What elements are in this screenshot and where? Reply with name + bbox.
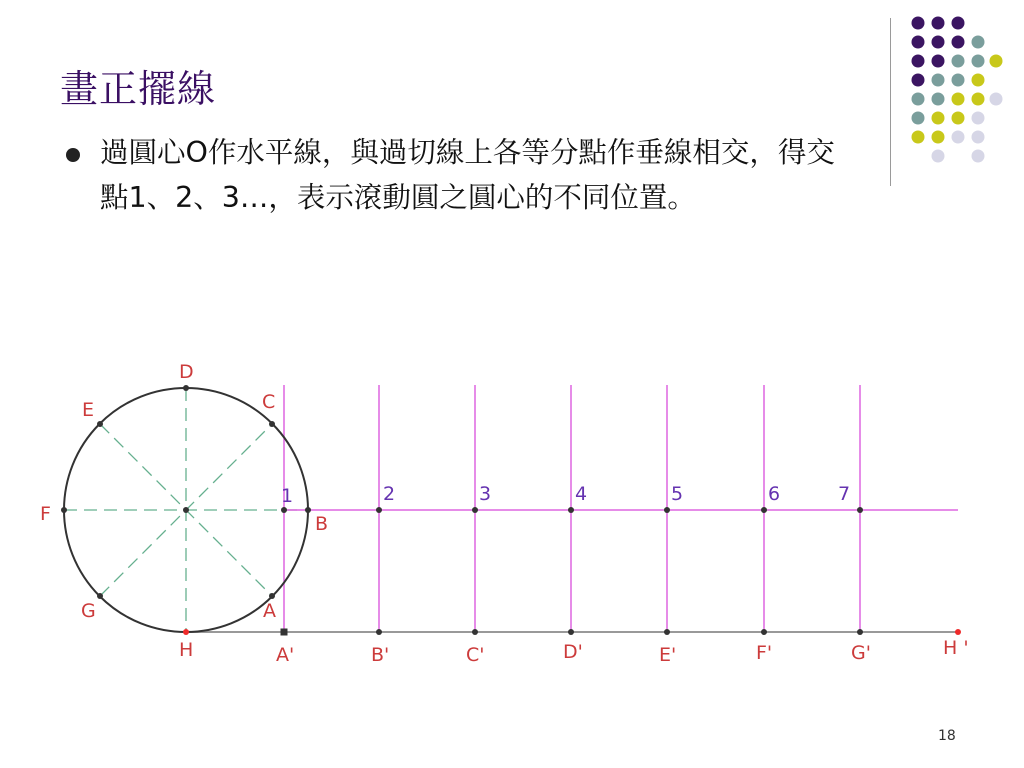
dot-yellow	[990, 55, 1003, 68]
point-a	[269, 593, 275, 599]
dot-lavender	[952, 131, 965, 144]
label-d-prime: D'	[563, 641, 583, 663]
label-position-2: 2	[383, 483, 396, 505]
label-e: E	[82, 399, 95, 421]
label-f-prime: F'	[756, 642, 773, 664]
dot-grid-dots	[912, 17, 1003, 163]
dot-purple	[932, 17, 945, 30]
tangent-point-h-prime	[955, 629, 961, 635]
label-b-prime: B'	[371, 644, 390, 666]
dot-lavender	[972, 131, 985, 144]
bullet-dot	[66, 148, 80, 162]
dot-purple	[912, 36, 925, 49]
bullet-text: 過圓心O作水平線，與過切線上各等分點作垂線相交，得交點1、2、3…，表示滾動圓之圓心的不同位置。	[100, 136, 835, 214]
dot-purple	[912, 55, 925, 68]
dot-yellow	[972, 93, 985, 106]
point-c	[269, 421, 275, 427]
slide-title: 畫正擺線	[60, 67, 217, 111]
label-d: D	[179, 361, 194, 383]
dot-purple	[952, 17, 965, 30]
label-h-prime: H '	[943, 637, 969, 659]
point-e	[97, 421, 103, 427]
dot-lavender	[932, 150, 945, 163]
dot-lavender	[972, 150, 985, 163]
dot-yellow	[952, 112, 965, 125]
tangent-point-b-prime	[376, 629, 382, 635]
center-position-7	[857, 507, 863, 513]
tangent-point-d-prime	[568, 629, 574, 635]
point-f	[61, 507, 67, 513]
page-number: 18	[938, 728, 956, 744]
label-position-7: 7	[838, 483, 851, 505]
dot-purple	[912, 74, 925, 87]
dot-purple	[912, 17, 925, 30]
label-c-prime: C'	[466, 644, 485, 666]
tangent-point-c-prime	[472, 629, 478, 635]
label-e-prime: E'	[659, 644, 677, 666]
dot-teal	[912, 93, 925, 106]
magenta-construction-lines	[282, 385, 958, 632]
label-g: G	[81, 600, 96, 622]
label-b: B	[315, 513, 329, 535]
cycloid-construction-diagram	[0, 340, 1024, 670]
dot-teal	[932, 93, 945, 106]
label-position-5: 5	[671, 483, 684, 505]
center-position-3	[472, 507, 478, 513]
center-position-4	[568, 507, 574, 513]
dot-teal	[972, 55, 985, 68]
tangent-point-labels	[276, 637, 969, 666]
dot-yellow	[912, 131, 925, 144]
tangent-point-g-prime	[857, 629, 863, 635]
label-c: C	[262, 391, 276, 413]
tangent-point-a-prime	[281, 629, 288, 636]
label-a-prime: A'	[276, 644, 295, 666]
label-f: F	[40, 503, 51, 525]
point-d	[183, 385, 189, 391]
dot-yellow	[952, 93, 965, 106]
dot-purple	[932, 55, 945, 68]
dot-teal	[952, 74, 965, 87]
dot-teal	[912, 112, 925, 125]
dot-lavender	[990, 93, 1003, 106]
label-a: A	[263, 600, 276, 622]
center-point-o	[183, 507, 189, 513]
dot-lavender	[972, 112, 985, 125]
label-position-3: 3	[479, 483, 492, 505]
center-position-6	[761, 507, 767, 513]
label-h: H	[179, 639, 194, 661]
label-position-1: 1	[281, 485, 294, 507]
dot-yellow	[932, 112, 945, 125]
label-g-prime: G'	[851, 642, 871, 664]
point-g	[97, 593, 103, 599]
dot-purple	[952, 36, 965, 49]
point-b	[305, 507, 311, 513]
dot-teal	[952, 55, 965, 68]
vertical-rule	[890, 18, 891, 186]
dot-purple	[932, 36, 945, 49]
dot-teal	[932, 74, 945, 87]
label-position-6: 6	[768, 483, 781, 505]
label-position-4: 4	[575, 483, 588, 505]
dot-teal	[972, 36, 985, 49]
center-position-5	[664, 507, 670, 513]
point-h	[183, 629, 189, 635]
dot-yellow	[932, 131, 945, 144]
center-position-1	[281, 507, 287, 513]
dot-yellow	[972, 74, 985, 87]
tangent-point-e-prime	[664, 629, 670, 635]
tangent-point-f-prime	[761, 629, 767, 635]
center-position-2	[376, 507, 382, 513]
